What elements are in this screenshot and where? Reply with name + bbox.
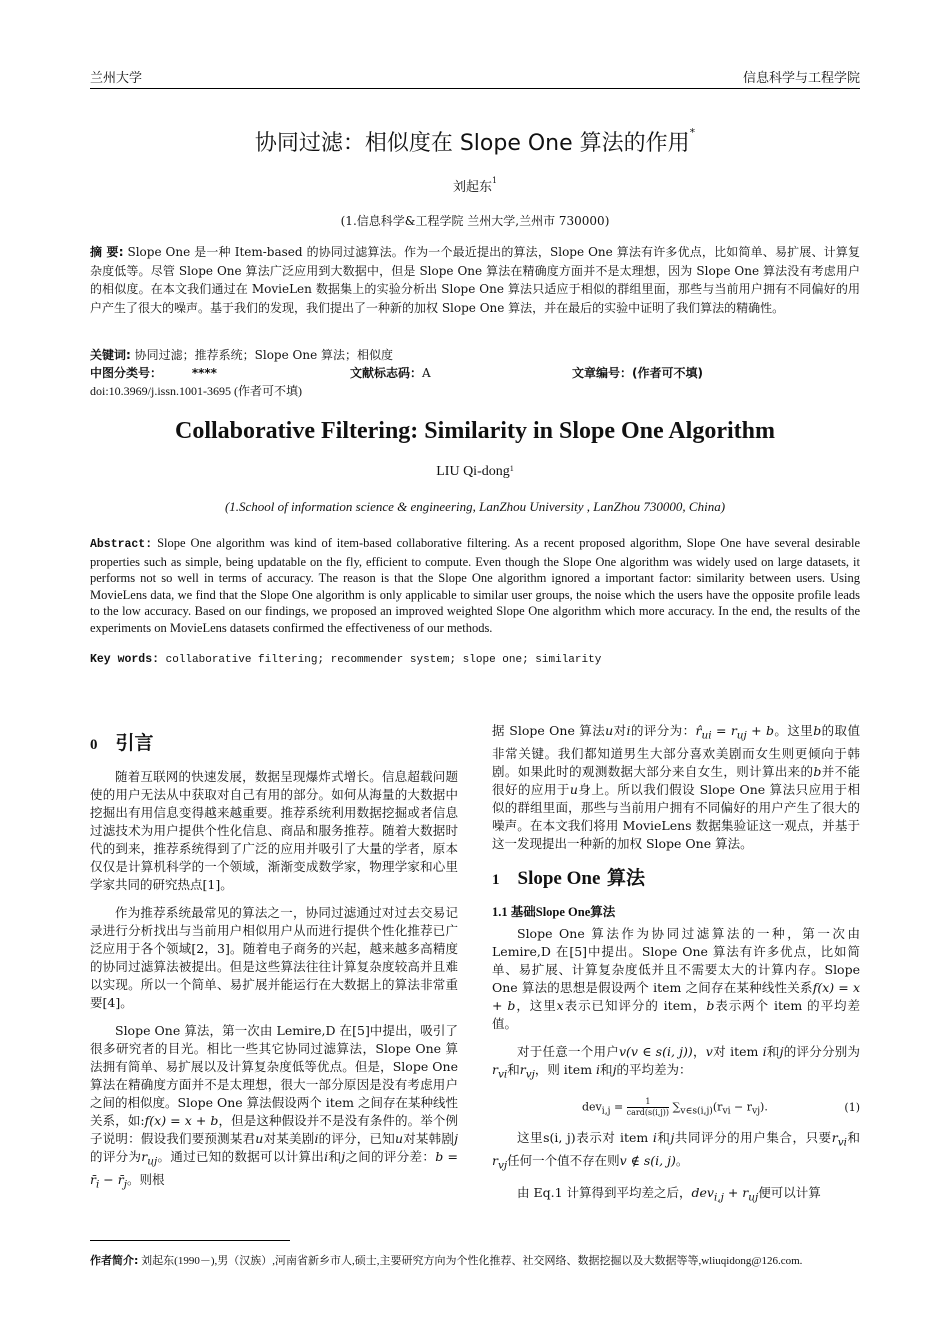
abstract-en-label: Abstract:: [90, 538, 153, 551]
slope-one-paragraph-2: [492, 1043, 860, 1084]
keywords-en-text: collaborative filtering; recommender system; slope one; similarity: [165, 654, 602, 666]
math-v: v: [705, 1043, 713, 1059]
s11-p3-text-b: 和: [656, 1130, 671, 1145]
right-p1-text-c: 的评分为：: [630, 723, 696, 738]
section-0-heading: [90, 734, 458, 754]
title-cn-text: 协同过滤：相似度在 Slope One 算法的作用: [254, 131, 690, 156]
s11-p3-text-a: 这里s(i, j)表示对 item: [517, 1130, 649, 1145]
header-left: 兰州大学: [90, 71, 143, 86]
slope-one-paragraph-3: [492, 1129, 860, 1174]
article-number: [572, 364, 703, 381]
slope-one-paragraph-4: [492, 1184, 860, 1207]
s11-p2-text-g: ，则 item: [534, 1061, 593, 1077]
keywords-cn-label: 关键词:: [90, 348, 131, 362]
left-column: [90, 722, 458, 1203]
clc-number: [90, 364, 217, 381]
title-cn-mark: *: [689, 126, 696, 139]
s11-p2-text-c: 对 item: [712, 1043, 759, 1059]
section-0-number: 0: [90, 737, 98, 753]
right-p1-text-e: 的取值非常关键。我们都知道男生大部分喜欢美剧而女生则更倾向于韩剧。如果此时的观测数据大部分来自女生，则计算出来的: [492, 723, 860, 779]
affiliation-en-text: (1.School of information science & engineering, LanZhou University , LanZhou 730000, China): [224, 499, 726, 514]
dev-sum-formula: $dev_{i,j} + r_{uj}$: [691, 1185, 759, 1204]
s11-p1-text-c: 表示已知评分的 item，: [563, 997, 707, 1013]
slope-one-paragraph-1: [492, 925, 860, 1033]
abstract-cn: [90, 243, 860, 317]
intro-p3-text-i: 之间的评分差：: [345, 1149, 436, 1164]
intro-p3-text-e: 对某韩剧: [403, 1131, 455, 1146]
affiliation-en: [0, 499, 950, 515]
math-x: x: [556, 997, 564, 1013]
equation-1-fraction: $\frac{1}{\text{card(s(i,j))}}$: [626, 1097, 670, 1117]
math-i: i: [324, 1149, 329, 1164]
math-b: b: [813, 763, 822, 779]
right-column: [492, 722, 860, 1217]
subsection-1-1-heading: 1.1 基础Slope One算法: [492, 904, 616, 919]
header-right: 信息科学与工程学院: [742, 71, 860, 86]
math-j: j: [612, 1061, 617, 1077]
keywords-cn: [90, 346, 860, 363]
right-p1-text-b: 对: [613, 723, 627, 738]
section-0-title: 引言: [115, 732, 154, 754]
diff-formula: $b = r̄_i$ − $r̄_j$: [90, 1149, 458, 1190]
s11-p3-text-f: 。: [675, 1152, 689, 1168]
author-cn-sup: 1: [491, 176, 498, 185]
section-1-title-cn: 算法: [607, 866, 646, 889]
doc-code-value: A: [422, 366, 431, 380]
s11-p2-text-a: 对于任意一个用户: [517, 1043, 619, 1059]
intro-p3-text-h: 和: [328, 1149, 342, 1164]
math-j: j: [779, 1043, 784, 1059]
equation-1: [492, 1093, 860, 1121]
article-number-label: 文章编号：: [572, 366, 633, 380]
s11-p1-text-b: ，这里: [515, 997, 557, 1013]
not-in-set-formula: v ∉ s(i, j): [619, 1152, 676, 1168]
s11-p2-text-e: 的评分分别为: [783, 1043, 860, 1059]
right-paragraph-1: [492, 722, 860, 853]
math-i: i: [596, 1061, 601, 1077]
section-1-heading: [492, 866, 860, 889]
affiliation-cn: (1.信息科学&工程学院 兰州大学,兰州市 730000): [340, 214, 610, 228]
section-1-title-en: Slope One: [517, 867, 601, 889]
math-b: b: [706, 997, 715, 1013]
prediction-formula: $r̂_{ui} = r_{uj} + b$: [695, 723, 774, 742]
math-b: b: [813, 723, 822, 738]
abstract-cn-label: 摘 要:: [90, 245, 124, 259]
s11-p3-text-e: 任何一个值不存在则: [507, 1152, 620, 1168]
right-p1-text-f: 并不能很好的应用于: [492, 763, 860, 797]
s11-p3-text-c: 共同评分的用户集合，只要: [674, 1130, 832, 1145]
clc-value: ****: [191, 366, 217, 380]
intro-p3-text-d: 的评分，已知: [318, 1131, 395, 1146]
intro-p3-text-a: Slope One 算法，第一次由 Lemire,D 在[5]中提出，吸引了很多研究者的目光。相比一些其它协同过滤算法，Slope One 算法拥有简单、易扩展以及计算复杂度低等优点。但是，Slope One 算法在精确度方面并不是太理想，很大一部分原因是没有考虑用户之间的相似度。Slope One 算法假设两个 item 之间存在某种线性关系，如:: [90, 1023, 458, 1128]
s11-p1-text-d: 表示两个 item 的平均差值。: [492, 997, 860, 1031]
title-en: Collaborative Filtering: Similarity in Slope One Algorithm: [175, 418, 775, 444]
linear-formula: f(x) = x + b: [492, 979, 861, 1013]
title-cn: [0, 126, 950, 157]
intro-p3-text-c: 对某美剧: [263, 1131, 315, 1146]
s11-p4-text-a: 由 Eq.1 计算得到平均差之后，: [517, 1185, 692, 1200]
doc-code: [350, 364, 431, 381]
math-j: j: [454, 1131, 458, 1146]
intro-p3-text-b: ，但是这种假设并不是没有条件的。举个例子说明：假设我们要预测某君: [90, 1113, 458, 1146]
header-rule: [90, 88, 860, 89]
abstract-en-text: Slope One algorithm was kind of item-based collaborative filtering. As a recent proposed algorithm, Slope One have several desirable properties such as simple, being updatable on the fly, efficient to compute. Even though the Slope One algorithm was widely used on large datasets, it performs not so well in terms of accuracy. The reason is that the Slope One algorithm ignored a important factor: similarity between users. Using MovieLens data, we find that the Slope One algorithm is only applicable to similar user groups, the noise which the users have the opposite profile leads to the low accuracy. Based on our findings, we proposed an improved weighted Slope One algorithm which more accuracy. In the end, the results of the experiments on MovieLens datasets confirmed the effectiveness of our methods.: [90, 536, 860, 635]
s11-p2-text-b: ，: [692, 1043, 706, 1059]
intro-paragraph-1: 随着互联网的快速发展，数据呈现爆炸式增长。信息超载问题使的用户无法从中获取对自己有用的部分。如何从海量的大数据中挖掘出有用信息变得越来越重要。推荐系统利用数据挖掘或者信息过滤技术为用户提供个性化信息、商品和服务推荐。随着大数据时代的到来，推荐系统得到了广泛的应用并吸引了大量的学者，原本仅仅是计算机科学的一个领域，渐渐变成数学家，物理学家和心里学家共同的研究热点[1]。: [90, 769, 458, 892]
s11-p2-text-i: 的平均差为：: [616, 1061, 692, 1077]
math-r-vi: $r_{vi}$: [492, 1061, 508, 1080]
math-i: i: [762, 1043, 767, 1059]
intro-p3-text-g: 。通过已知的数据可以计算出: [157, 1149, 325, 1164]
footnote-text: 刘起东(1990－),男（汉族）,河南省新乡市人,硕士,主要研究方向为个性化推荐、社交网络、数据挖掘以及大数据等等,wliuqidong@126.com.: [141, 1255, 803, 1267]
math-r-vi: $r_{vi}$: [831, 1130, 847, 1149]
right-p1-text-a: 据 Slope One 算法: [492, 723, 606, 738]
footnote: [90, 1252, 870, 1268]
math-i: i: [652, 1130, 657, 1145]
author-cn: [0, 176, 950, 195]
s11-p2-text-d: 和: [766, 1043, 780, 1059]
author-en-sup: 1: [509, 464, 514, 473]
linear-formula: f(x) = x + b: [144, 1113, 219, 1128]
math-u: u: [569, 781, 578, 797]
math-r-vj: $r_{vj}$: [519, 1061, 535, 1080]
math-u: u: [255, 1131, 264, 1146]
s11-p1-text-a: Slope One 算法作为协同过滤算法的一种，第一次由 Lemire,D 在[5]中提出。Slope One 算法有许多优点，比如简单、易扩展、计算复杂度低并且不需要太大的计算内存。Slope One 算法的思想是假设两个 item 之间存在某种线性关系: [492, 925, 860, 995]
section-1-number: 1: [492, 871, 500, 888]
math-u: u: [394, 1131, 403, 1146]
s11-p3-text-d: 和: [846, 1130, 860, 1145]
doi: doi:10.3969/j.issn.1001-3695 (作者可不填): [90, 384, 302, 398]
intro-paragraph-2: 作为推荐系统最常见的算法之一，协同过滤通过对过去交易记录进行分析找出与当前用户相似用户从而进行提供个性化推荐已广泛应用于各个领域[2，3]。随着电子商务的兴起，越来越多高精度的协同过滤算法被提出。但是这些算法往往计算复杂度较高并且难以实现。所以一个简单、易扩展并能运行在大数据上的算法非常重要[4]。: [90, 905, 458, 1010]
intro-paragraph-3: [90, 1022, 458, 1193]
right-p1-text-g: 身上。所以我们假设 Slope One 算法只应用于相似的群组里面，那些与当前用户拥有不同偏好的用户产生了很大的噪声。在本文我们将用 MovieLens 数据集验证这一观点，并基于这一发现提出一种新的加权 Slope One 算法。: [492, 781, 860, 851]
math-u: u: [605, 723, 614, 738]
clc-label: 中图分类号：: [90, 366, 163, 380]
author-en-name: LIU Qi-dong: [436, 464, 510, 479]
s11-p2-text-f: 和: [507, 1061, 520, 1077]
intro-p3-text-j: 。则根: [126, 1171, 165, 1187]
article-number-value: (作者可不填): [632, 366, 703, 380]
author-en: [0, 464, 950, 480]
right-p1-text-d: 。这里: [774, 723, 814, 738]
abstract-cn-text: Slope One 是一种 Item-based 的协同过滤算法。作为一个最近提出的算法，Slope One 算法有许多优点，比如简单、易扩展、计算复杂度低等。尽管 Slope One 算法广泛应用到大数据中，但是 Slope One 算法在精确度方面并不是太理想，因为 Slope One 算法没有考虑用户的相似度。在本文我们通过在 MovieLen 数据集上的实验分析出 Slope One 算法只适应于相似的群组里面，那些与当前用户拥有不同偏好的用户产生了很大的噪声。基于我们的发现，我们提出了一种新的加权 Slope One 算法，并在最后的实验中证明了我们算法的精确性。: [90, 245, 860, 315]
keywords-cn-text: 协同过滤；推荐系统；Slope One 算法；相似度: [134, 348, 394, 362]
doc-code-label: 文献标志码：: [350, 366, 423, 380]
s11-p2-text-h: 和: [600, 1061, 613, 1077]
footnote-rule: [90, 1240, 290, 1241]
author-cn-name: 刘起东: [452, 180, 492, 195]
math-r-uj: $r_{uj}$: [141, 1149, 158, 1168]
math-i: i: [314, 1131, 319, 1146]
math-r-vj: $r_{vj}$: [492, 1152, 508, 1171]
keywords-en: [90, 653, 860, 666]
equation-1-body: dev$_{i,j}$ = $\frac{1}{\text{card(s(i,j))}} \sum_{v\in s(i,j)}(r_{vi} - r_{vj})$.: [582, 1097, 768, 1117]
user-set-formula: v(v ∈ s(i, j)): [618, 1043, 693, 1059]
intro-p3-text-f: 的评分为: [90, 1149, 142, 1164]
footnote-label: 作者简介:: [90, 1254, 139, 1267]
keywords-en-label: Key words:: [90, 653, 160, 666]
s11-p4-text-b: 便可以计算: [758, 1185, 821, 1200]
math-j: j: [341, 1149, 346, 1164]
equation-1-number: (1): [844, 1101, 860, 1114]
math-j: j: [670, 1130, 675, 1145]
math-i: i: [626, 723, 631, 738]
abstract-en: [90, 535, 860, 636]
